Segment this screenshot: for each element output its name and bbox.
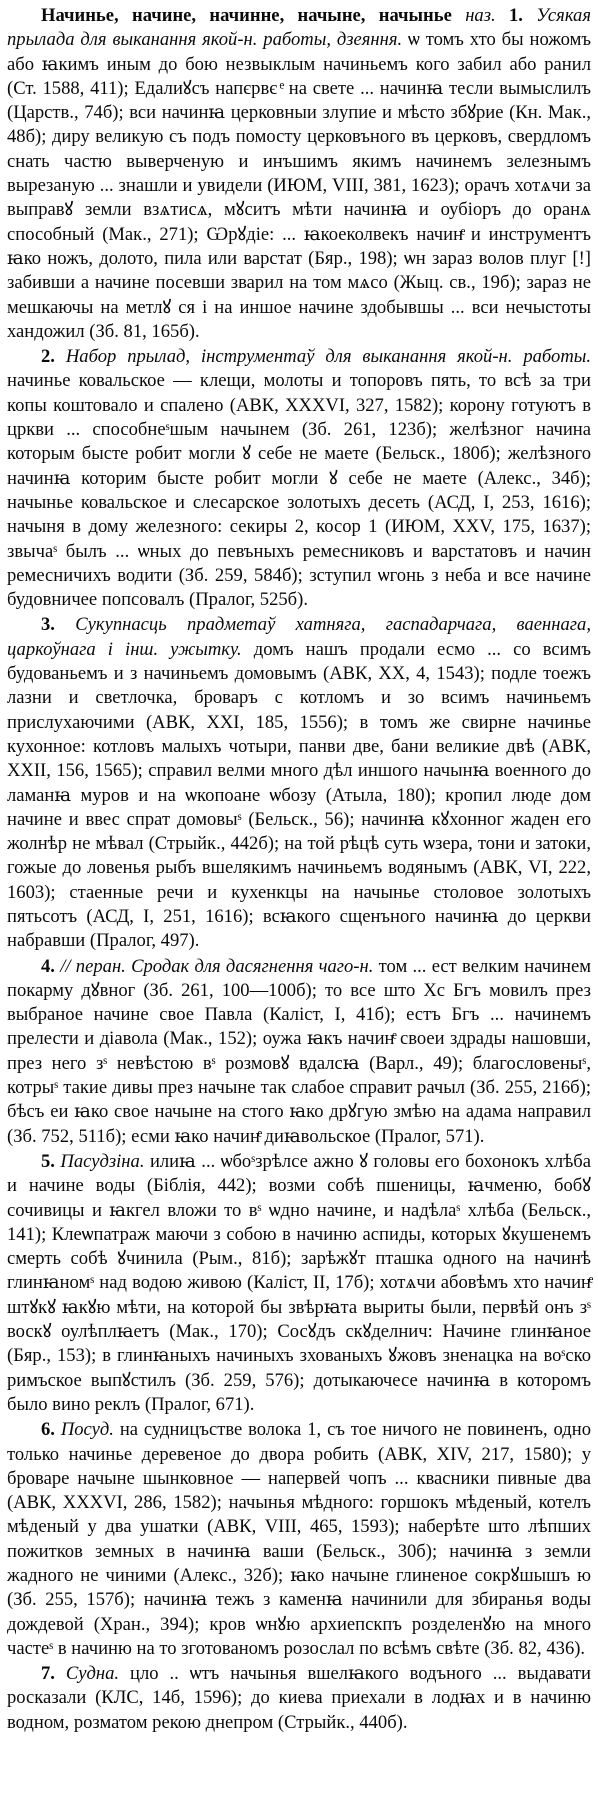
sense-2 xyxy=(7,345,591,612)
grammar-label: наз. xyxy=(465,5,496,26)
sense-definition: Набор прылад, інструментаў для выканання якой-н. работы. xyxy=(65,346,591,368)
sense-definition: Пасудзіна. xyxy=(60,1150,145,1172)
sense-number: 2. xyxy=(41,346,55,368)
sense-definition: Сукупнасць прадметаў хатняга, гаспадарчага, ваеннага, царкоўнага і інш. ужытку. xyxy=(7,614,591,660)
sense-definition: // перан. Сродак для дасягнення чаго-н. xyxy=(60,955,374,977)
sense-number: 1. xyxy=(508,5,523,26)
sense-4 xyxy=(7,955,591,1149)
sense-definition: Посуд. xyxy=(60,1419,114,1441)
sense-number: 7. xyxy=(41,1663,55,1685)
sense-citations: начинье ковальское — клещи, молоты и топоровъ пять, то всѣ за три копы коштовало и спалено (АВК, XXXVI, 327, 1582); корону готуютъ в цркви ... способнеˢшым начынем (Зб. 261, 123б); желѣзног начина которым бысте робит могли ꙋ себе не маете (Бельск., 180б); желѣзного начинꙗ которим бысте робит могли ꙋ себе не маете (Алекс., 34б); начынье ковальское и слесарское золотыхъ десеть (АСД, I, 253, 1616); начыня в дому железного: секиры 2, косор 1 (ИЮМ, XXV, 175, 1637); звычаˢ былъ ... ѡных до певъныхъ ремесниковъ и варстатовъ и начин ремесничихъ водити (Зб. 259, 584б); зступил ѡгонь з неба и все начине будовничее попсовалъ (Пралог, 525б). xyxy=(7,370,591,611)
sense-citations: на судницъстве волока 1, съ тое ничого не повиненъ, одно только начинье деревеное до двора робить (АВК, XIV, 217, 1580); у броваре начыне шынковное — напервей чопъ ... квасники пивные два (АВК, XXXVI, 286, 1582); начынья мѣдного: горшокъ мѣденый, котелъ мѣденый у два ушатки (АВК, VIII, 465, 1593); наберѣте што лѣпших пожитков земных в начинꙗ ваши (Бельск., 30б); начинꙗ з земли жадного не чиними (Алекс., 32б); ꙗко начыне глиненое сокрꙋшышъ ю (Зб. 255, 157б); начинꙗ тежъ з каменꙗ начинили для збиранья воды дождевой (Хран., 394); кров ѡнꙋю архиепскпъ розделенꙋю на много частеˢ в начиню на то зготованомъ розослал по всѣмъ свѣте (Зб. 82, 436). xyxy=(7,1419,591,1659)
sense-3 xyxy=(7,613,591,953)
sense-citations: ѡ томъ хто бы ножомъ або ꙗкимъ иным до бою незвыклым начиньемъ кого забил або ранил (Ст. 1588, 411); Едалиꙋсъ напєрвє ͤ на светe ... начинꙗ тесли вымыслилъ (Царств., 74б); вси начинꙗ церковныи злупиe и мѣсто збꙋриe (Кн. Мак., 48б); диру великую съ подъ помосту церковъного въ церковъ, свердломъ снать частю выверченую и инъшимъ якимъ начинемъ зелезнымъ вырезаную ... знашли и увидели (ИЮМ, VIII, 381, 1623); орачъ хотѧчи за выправꙋ земли взѧтисѧ, мꙋситъ мѣти начинꙗ и оубіоръ до оранѧ способный (Мак., 271); Ѡрꙋдіе: ... ꙗкоеколвекъ начинͤ и инструментъ ꙗко ножъ, долото, пила или варстат (Бяр., 198); ѡн зараз волов плуг [!] забивши а начине посевши зварил на том мѧсо (Жыц. св., 19б); зараз не мешкаючы на метлꙋ ся і на иншое начине здобывшы ... вси нечыстоты хандожил (Зб. 81, 165б). xyxy=(7,29,592,342)
sense-definition: Судна. xyxy=(65,1663,120,1685)
sense-definition: Усякая прылада для выканання якой-н. работы, дзеяння. xyxy=(7,5,591,51)
sense-1 xyxy=(7,4,591,344)
sense-number: 5. xyxy=(41,1150,55,1172)
sense-citations: цло .. ѡтъ начынья вшелꙗкого водъного ... выдавати росказали (КЛС, 14б, 1596); до киева приехали в лодꙗх и в начиню водном, розматом рекою днепром (Стрыйк., 440б). xyxy=(7,1663,591,1733)
sense-citations: том ... ест велким начинем покарму дꙋвног (Зб. 261, 100—100б); то все што Хс Бгъ мовилъ през выбраное начине свое Павла (Каліст, I, 41б); естъ Бгъ ... начинемъ прелести и діавола (Мак., 152); оужа ꙗкъ начинͤ своеи здрады нашовши, през него зˢ невѣстою вˢ розмовꙋ вдалсꙗ (Варл., 49); благословеныˢ, котрыˢ такие дивы през начыне так слабое справит рачыл (Зб. 255, 216б); бѣсъ еи ꙗко свое начыне на стого ꙗко дрꙋгую змѣю на адама направил (Зб. 752, 511б); есми ꙗко начинͤ диꙗвольское (Пралог, 571). xyxy=(7,955,591,1147)
headword: Начинье, начине, начинне, начыне, начынье xyxy=(41,5,452,26)
sense-citations: домъ нашъ продали есмо ... со всимъ будованьемъ и з начиньемъ домовымъ (АВК, XX, 4, 1543); подле тоежъ лазни и светлочка, броваръ с котломъ и зо всимъ начиньемъ прислухаючими (АВК, XXI, 185, 1556); в томъ же свирне начинье кухонное: котловъ малыхъ чотыри, панви две, бани великие двѣ (АВК, XXII, 156, 1565); справил велми много дѣл иншого начынꙗ военного до ламанꙗ муров и на ѡкопоане ѡбозу (Атыла, 180); кропил люде дом начине и ввес спрат домовыˢ (Бельск., 56); начинꙗ кꙋхонног жаден его жолнѣр не мѣвал (Стрыйк., 442б); на той рѣцѣ суть ѡзера, тони и затоки, гожые до ловенья рыбъ вшелякимъ начиньемъ водянымъ (АВК, VI, 222, 1603); стаенные речи и кухенкцы на начынье столовое золотыхъ пятьсотъ (АСД, I, 251, 1616); всꙗкого сщенъного начинꙗ до церкви набравши (Пралог, 497). xyxy=(7,638,591,952)
sense-citations: илиꙗ ... ѡбоˢзрѣлсе ажно ꙋ головы его бохонокъ хлѣба и начине воды (Біблія, 442); возми собѣ пшеницы, ꙗчменю, бобꙋ сочивицы и ꙗкгел вложи то вˢ ѡдно начине, и надѣлаˢ хлѣба (Бельск., 141); Клеѡпатраж маючи з собою в начиню аспиды, которых ꙋкушенемъ смерть собѣ ꙋчинила (Рым., 81б); зарѣжꙋт пташка одного на начинѣ глинꙗномˢ над водою живою (Каліст, II, 17б); хотѧчи абовѣмъ хто начинͤ штꙋкꙋ ꙗкꙋю мѣти, на которой бы звѣрꙗта выриты были, первѣй онъ зˢ воскꙋ оулѣплꙗетъ (Мак., 170); Сосꙋдъ скꙋделнич: Начине глинꙗное (Бяр., 153); в глинꙗныхъ начиныхъ зхованыхъ ꙋжовъ зненацка на воˢско римъское выпꙋстилъ (Зб. 259, 576); дотыкаючесе начинꙗ в которомъ было вино реклъ (Пралог, 671). xyxy=(7,1150,591,1415)
sense-6 xyxy=(7,1418,591,1661)
sense-number: 4. xyxy=(41,955,55,977)
sense-7 xyxy=(7,1662,591,1735)
sense-5 xyxy=(7,1150,591,1417)
sense-number: 3. xyxy=(41,614,55,636)
sense-number: 6. xyxy=(41,1419,55,1441)
